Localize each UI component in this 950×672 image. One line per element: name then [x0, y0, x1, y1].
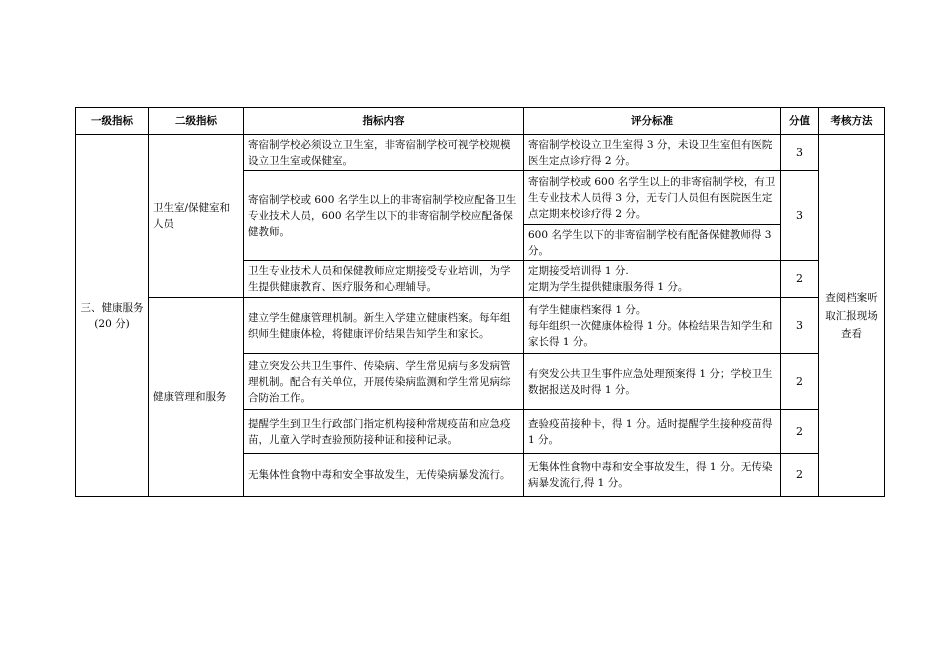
- criteria-line: 每年组织一次健康体检得 1 分。体检结果告知学生和家长得 1 分。: [528, 319, 773, 348]
- header-content: 指标内容: [244, 108, 524, 135]
- criteria-cell: 查验疫苗接种卡，得 1 分。适时提醒学生接种疫苗得 1 分。: [524, 410, 781, 454]
- content-cell: 寄宿制学校必须设立卫生室，非寄宿制学校可视学校规模设立卫生室或保健室。: [244, 135, 524, 171]
- criteria-cell: [524, 298, 781, 354]
- criteria-cell: 600 名学生以下的非寄宿制学校有配备保健教师得 3 分。: [524, 225, 781, 261]
- content-cell: 无集体性食物中毒和安全事故发生，无传染病暴发流行。: [244, 454, 524, 497]
- table-row: [76, 135, 885, 171]
- criteria-cell: 寄宿制学校设立卫生室得 3 分，未设卫生室但有医院医生定点诊疗得 2 分。: [524, 135, 781, 171]
- criteria-cell: 有突发公共卫生事件应急处理预案得 1 分；学校卫生数据报送及时得 1 分。: [524, 354, 781, 410]
- content-cell: 寄宿制学校或 600 名学生以上的非寄宿制学校应配备卫生专业技术人员，600 名学生以下的非寄宿制学校应配备保健教师。: [244, 171, 524, 261]
- table-header-row: [76, 108, 885, 135]
- header-criteria: 评分标准: [524, 108, 781, 135]
- header-score: 分值: [781, 108, 819, 135]
- evaluation-table: [75, 107, 885, 497]
- criteria-line: 定期接受培训得 1 分.: [528, 265, 629, 277]
- score-cell: 2: [781, 354, 819, 410]
- method-cell: 查阅档案听取汇报现场查看: [819, 135, 885, 497]
- score-cell: 3: [781, 298, 819, 354]
- criteria-cell: 寄宿制学校或 600 名学生以上的非寄宿制学校，有卫生专业技术人员得 3 分，无专门人员但有医院医生定点定期来校诊疗得 2 分。: [524, 171, 781, 225]
- criteria-cell: [524, 261, 781, 298]
- content-cell: 提醒学生到卫生行政部门指定机构接种常规疫苗和应急疫苗，儿童入学时查验预防接种证和接种记录。: [244, 410, 524, 454]
- score-cell: 2: [781, 454, 819, 497]
- level1-cell: 三、健康服务(20 分): [76, 135, 149, 497]
- level2-cell: 健康管理和服务: [149, 298, 244, 497]
- level2-cell: 卫生室/保健室和人员: [149, 135, 244, 298]
- criteria-line: 有学生健康档案得 1 分。: [528, 303, 647, 316]
- score-cell: 2: [781, 410, 819, 454]
- score-cell: 2: [781, 261, 819, 298]
- score-cell: 3: [781, 171, 819, 261]
- content-cell: 卫生专业技术人员和保健教师应定期接受专业培训，为学生提供健康教育、医疗服务和心理辅导。: [244, 261, 524, 298]
- header-level2: 二级指标: [149, 108, 244, 135]
- score-cell: 3: [781, 135, 819, 171]
- table-row: [76, 298, 885, 354]
- header-level1: 一级指标: [76, 108, 149, 135]
- content-cell: 建立学生健康管理机制。新生入学建立健康档案。每年组织师生健康体检，将健康评价结果告知学生和家长。: [244, 298, 524, 354]
- criteria-cell: 无集体性食物中毒和安全事故发生，得 1 分。无传染病暴发流行,得 1 分。: [524, 454, 781, 497]
- header-method: 考核方法: [819, 108, 885, 135]
- content-cell: 建立突发公共卫生事件、传染病、学生常见病与多发病管理机制。配合有关单位，开展传染病监测和学生常见病综合防治工作。: [244, 354, 524, 410]
- criteria-line: 定期为学生提供健康服务得 1 分。: [528, 281, 689, 293]
